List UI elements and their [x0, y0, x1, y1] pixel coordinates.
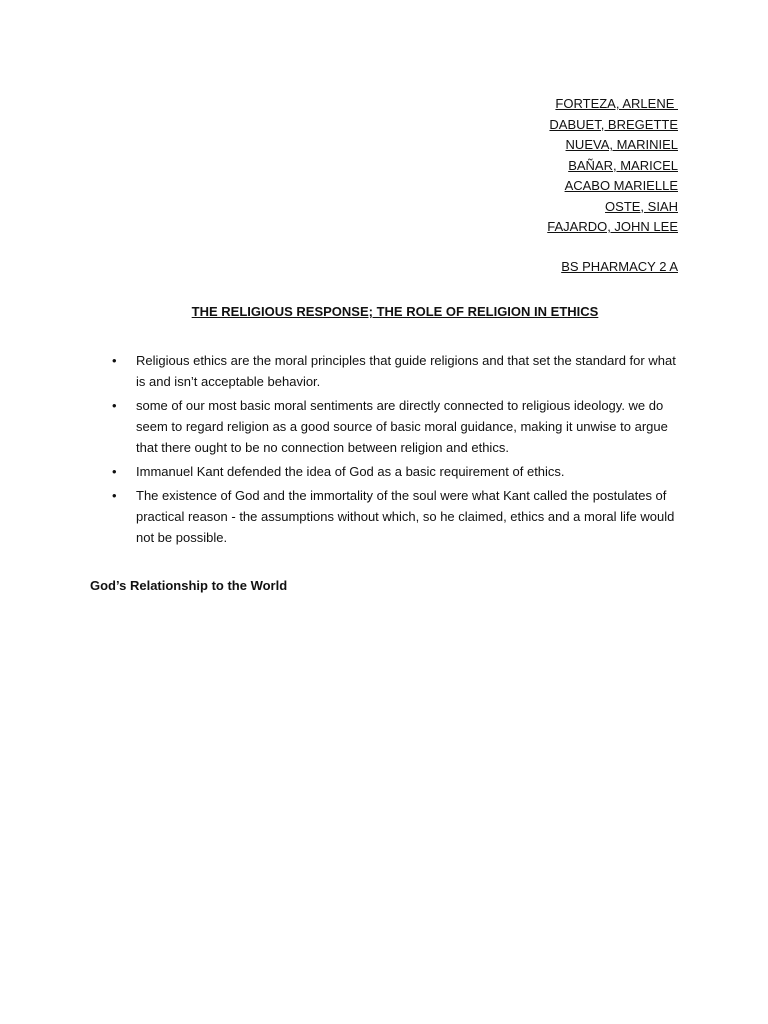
bullet-icon: • — [112, 398, 117, 413]
author-name: FORTEZA, ARLENE — [555, 96, 678, 111]
bullet-list — [112, 350, 681, 551]
bullet-text: Religious ethics are the moral principles that guide religions and that set the standard for what is and isn’t acceptable behavior. — [136, 353, 676, 389]
section-heading: God’s Relationship to the World — [90, 578, 288, 593]
bullet-icon: • — [112, 353, 117, 368]
document-title: THE RELIGIOUS RESPONSE; THE ROLE OF RELIGION IN ETHICS — [191, 304, 599, 319]
bullet-icon: • — [112, 488, 117, 503]
bullet-item — [112, 485, 681, 548]
author-name: FAJARDO, JOHN LEE — [547, 219, 678, 234]
bullet-text: some of our most basic moral sentiments are directly connected to religious ideology. we do seem to regard religion as a good source of basic moral guidance, making it unwise to argue that there ought to be no connection between religion and ethics. — [136, 398, 668, 455]
bullet-item — [112, 350, 681, 392]
author-name: BAÑAR, MARICEL — [568, 157, 678, 173]
bullet-item — [112, 461, 681, 482]
author-name: DABUET, BREGETTE — [549, 116, 678, 132]
author-name: NUEVA, MARINIEL — [565, 137, 678, 152]
author-list — [547, 94, 678, 238]
bullet-icon: • — [112, 464, 117, 479]
bullet-item — [112, 395, 681, 458]
author-name: ACABO MARIELLE — [564, 178, 678, 193]
course-section: BS PHARMACY 2 A — [561, 259, 678, 274]
bullet-text: Immanuel Kant defended the idea of God as a basic requirement of ethics. — [136, 464, 565, 479]
bullet-text: The existence of God and the immortality of the soul were what Kant called the postulates of practical reason - the assumptions without which, so he claimed, ethics and a moral life would not be possible. — [136, 488, 675, 545]
author-name: OSTE, SIAH — [605, 198, 678, 214]
